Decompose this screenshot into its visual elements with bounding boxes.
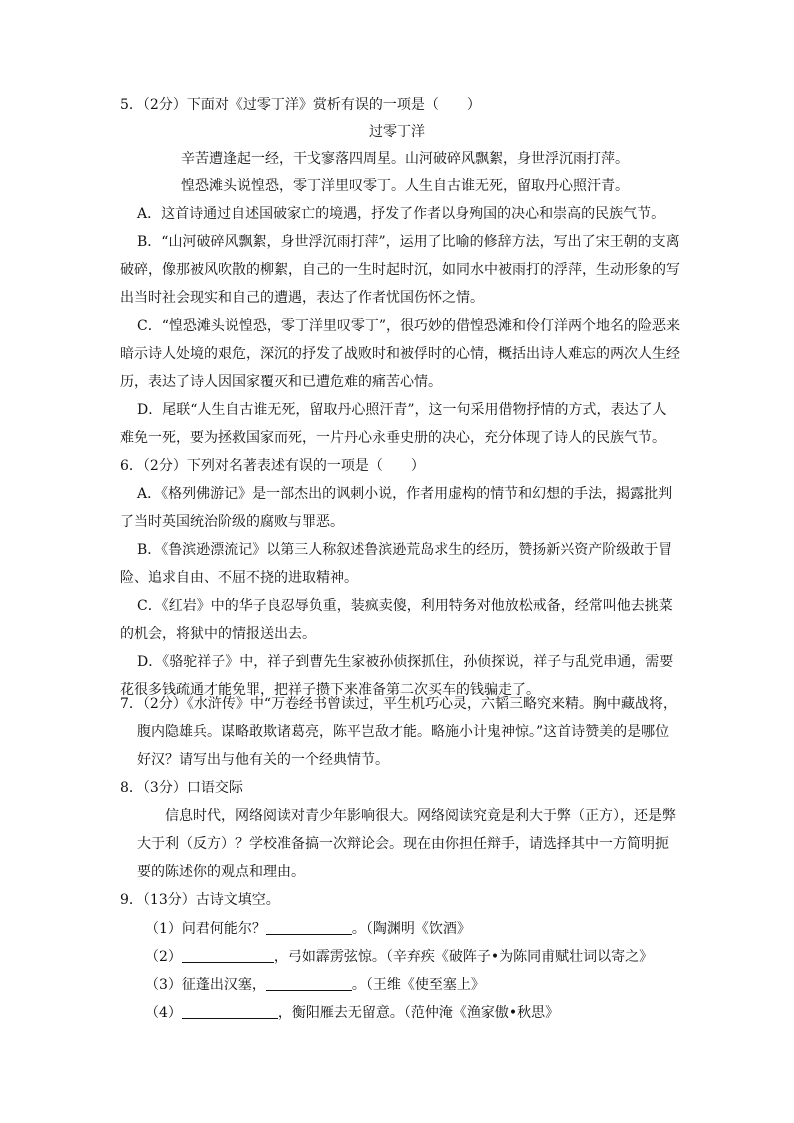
q8-body-line-1: 信息时代，网络阅读对青少年影响很大。网络阅读究竟是利大于弊（正方），还是弊 bbox=[165, 808, 676, 824]
q6-option-c-line-1: C．《红岩》中的华子良忍辱负重，装疯卖傻，利用特务对他放松戒备，经常叫他去挑菜 bbox=[137, 598, 673, 614]
q6-option-b-line-2: 险、追求自由、不屈不挠的进取精神。 bbox=[120, 570, 358, 586]
q5-option-d-line-1: D．尾联“人生自古谁无死，留取丹心照汗青”，这一句采用借物抒情的方式，表达了人 bbox=[137, 402, 667, 418]
q5-poem-title: 过零丁洋 bbox=[369, 124, 425, 140]
q9-item-1-suffix: 。（陶渊明《饮酒》 bbox=[351, 921, 471, 937]
q9-item-2-answer-blank[interactable] bbox=[182, 948, 274, 963]
q5-poem-line-1: 辛苦遭逢起一经，干戈寥落四周星。山河破碎风飘絮，身世浮沉雨打萍。 bbox=[181, 151, 629, 167]
q6-option-a-line-1: A．《格列佛游记》是一部杰出的讽刺小说，作者用虚构的情节和幻想的手法，揭露批判 bbox=[137, 486, 673, 502]
q5-option-c-line-1: C．“惶恐滩头说惶恐，零丁洋里叹零丁”，很巧妙的借惶恐滩和伶仃洋两个地名的险恶来 bbox=[137, 318, 681, 334]
q9-item-3-suffix: 。（王维《使至塞上》 bbox=[351, 977, 485, 993]
q7-line-3: 好汉？请写出与他有关的一个经典情节。 bbox=[137, 752, 389, 768]
q6-option-d-line-2: 花很多钱疏通才能免罪，把祥子攒下来准备第二次买车的钱骗走了。 bbox=[120, 682, 540, 698]
q9-item-1-prefix: （1）问君何能尔？ bbox=[145, 921, 266, 937]
q5-option-c-line-2: 暗示诗人处境的艰危，深沉的抒发了战败时和被俘时的心情，概括出诗人难忘的两次人生经 bbox=[120, 346, 680, 362]
q5-option-b-line-1: B．“山河破碎风飘絮，身世浮沉雨打萍”，运用了比喻的修辞方法，写出了宋王朝的支离 bbox=[137, 234, 680, 250]
q5-stem: 5．（2分）下面对《过零丁洋》赏析有误的一项是（ ） bbox=[120, 97, 481, 113]
q9-item-2 bbox=[145, 948, 653, 965]
q5-option-d-line-2: 难免一死，要为拯救国家而死，一片丹心永垂史册的决心，充分体现了诗人的民族气节。 bbox=[120, 430, 666, 446]
q9-item-3-prefix: （3）征蓬出汉塞， bbox=[145, 977, 266, 993]
q9-item-4-answer-blank[interactable] bbox=[182, 1004, 278, 1019]
q9-item-2-prefix: （2） bbox=[145, 949, 182, 965]
q9-item-1 bbox=[145, 920, 471, 937]
q8-body-line-3: 要的陈述你的观点和理由。 bbox=[137, 864, 305, 880]
q5-poem-line-2: 惶恐滩头说惶恐，零丁洋里叹零丁。人生自古谁无死，留取丹心照汗青。 bbox=[181, 178, 629, 194]
q9-item-4 bbox=[145, 1004, 559, 1021]
q8-stem: 8．（3分）口语交际 bbox=[120, 780, 243, 796]
q9-item-2-suffix: ，弓如霹雳弦惊。（辛弃疾《破阵子•为陈同甫赋壮词以寄之》 bbox=[273, 949, 654, 965]
q6-option-b-line-1: B．《鲁滨逊漂流记》以第三人称叙述鲁滨逊荒岛求生的经历，赞扬新兴资产阶级敢于冒 bbox=[137, 542, 673, 558]
q5-option-b-line-3: 出当时社会现实和自己的遭遇，表达了作者忧国伤怀之情。 bbox=[120, 290, 484, 306]
q6-option-d-line-1: D．《骆驼祥子》中，祥子到曹先生家被孙侦探抓住，孙侦探说，祥子与乱党串通，需要 bbox=[137, 654, 674, 670]
q9-item-3-answer-blank[interactable] bbox=[266, 976, 352, 991]
q7-line-1: 7．（2分）《水浒传》中“万卷经书曾读过，平生机巧心灵，六韬三略究来精。胸中藏战将， bbox=[120, 696, 677, 712]
q5-option-c-line-3: 历，表达了诗人因国家覆灭和已遭危难的痛苦心情。 bbox=[120, 374, 442, 390]
q9-item-4-prefix: （4） bbox=[145, 1005, 182, 1021]
q9-stem: 9．（13分）古诗文填空。 bbox=[120, 892, 280, 908]
q9-item-3 bbox=[145, 976, 485, 993]
q6-option-a-line-2: 了当时英国统治阶级的腐败与罪恶。 bbox=[120, 514, 344, 530]
q6-option-c-line-2: 的机会，将狱中的情报送出去。 bbox=[120, 626, 316, 642]
q5-option-b-line-2: 破碎，像那被风吹散的柳絮，自己的一生时起时沉，如同水中被雨打的浮萍，生动形象的写 bbox=[120, 262, 680, 278]
q7-line-2: 腹内隐雄兵。谋略敢欺诸葛亮，陈平岂敌才能。略施小计鬼神惊。”这首诗赞美的是哪位 bbox=[137, 724, 670, 740]
q9-item-1-answer-blank[interactable] bbox=[266, 920, 352, 935]
q8-body-line-2: 大于利（反方）？学校准备搞一次辩论会。现在由你担任辩手，请选择其中一方简明扼 bbox=[137, 836, 669, 852]
q6-stem: 6．（2分）下列对名著表述有误的一项是（ ） bbox=[120, 458, 425, 474]
q9-item-4-suffix: ，衡阳雁去无留意。（范仲淹《渔家傲•秋思》 bbox=[277, 1005, 560, 1021]
q5-option-a: A．这首诗通过自述国破家亡的境遇，抒发了作者以身殉国的决心和崇高的民族气节。 bbox=[137, 206, 666, 222]
